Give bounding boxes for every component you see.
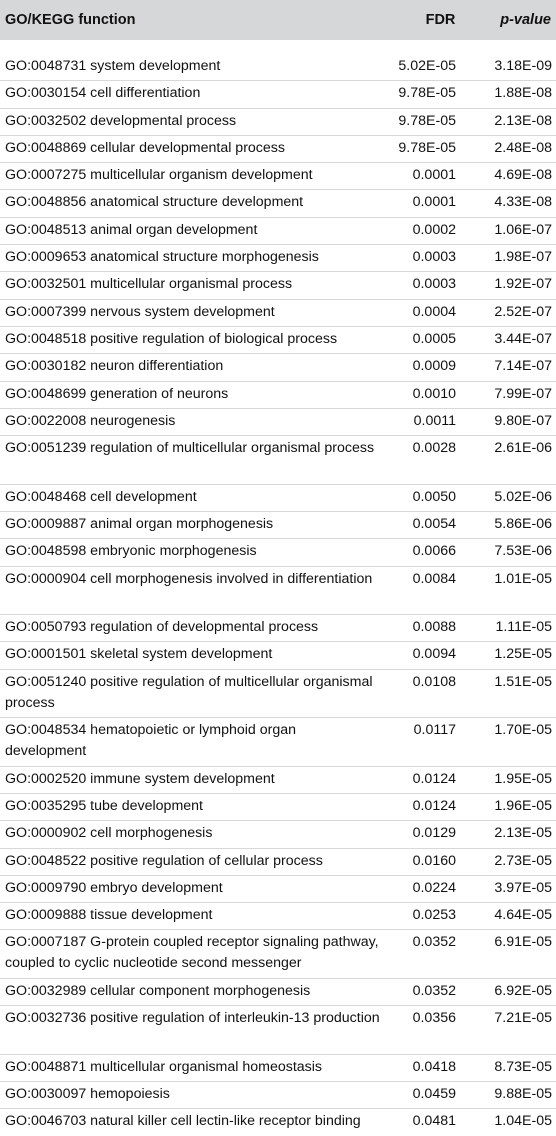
- cell-function: [0, 848, 386, 875]
- pvalue-value: 8.73E-05: [494, 1058, 552, 1075]
- pvalue-value: 2.52E-07: [494, 303, 552, 320]
- header-pvalue: [470, 0, 556, 41]
- function-text: GO:0007275 multicellular organism development: [5, 167, 313, 184]
- table-row: [0, 718, 556, 767]
- table-row: [0, 1054, 556, 1081]
- function-text: GO:0048534 hematopoietic or lymphoid organ development: [5, 722, 297, 760]
- function-text: GO:0000904 cell morphogenesis involved in differentiation: [5, 570, 373, 587]
- table-row: [0, 54, 556, 81]
- function-text: GO:0046703 natural killer cell lectin-like receptor binding: [5, 1113, 361, 1130]
- cell-pvalue: [470, 766, 556, 793]
- function-text: GO:0009653 anatomical structure morphogenesis: [5, 249, 319, 266]
- cell-pvalue: [470, 718, 556, 767]
- cell-pvalue: [470, 848, 556, 875]
- cell-fdr: [386, 1082, 470, 1109]
- cell-fdr: [386, 566, 470, 615]
- cell-pvalue: [470, 978, 556, 1005]
- cell-fdr: [386, 299, 470, 326]
- function-text: GO:0030154 cell differentiation: [5, 85, 201, 102]
- cell-pvalue: [470, 190, 556, 217]
- table-row: [0, 669, 556, 718]
- cell-fdr: [386, 1109, 470, 1136]
- cell-fdr: [386, 354, 470, 381]
- table-row: [0, 272, 556, 299]
- fdr-value: 0.0010: [412, 385, 456, 402]
- cell-pvalue: [470, 484, 556, 511]
- cell-function: [0, 436, 386, 485]
- function-text: GO:0048699 generation of neurons: [5, 385, 229, 402]
- fdr-value: 0.0094: [412, 646, 456, 663]
- cell-function: [0, 930, 386, 979]
- cell-function: [0, 766, 386, 793]
- function-text: GO:0050793 regulation of developmental process: [5, 619, 319, 636]
- pvalue-value: 3.97E-05: [494, 879, 552, 896]
- fdr-value: 0.0084: [412, 570, 456, 587]
- pvalue-value: 7.53E-06: [494, 543, 552, 560]
- cell-fdr: [386, 163, 470, 190]
- fdr-value: 0.0050: [412, 488, 456, 505]
- cell-pvalue: [470, 615, 556, 642]
- table-row: [0, 511, 556, 538]
- cell-function: [0, 245, 386, 272]
- pvalue-value: 4.69E-08: [494, 167, 552, 184]
- table-row: [0, 299, 556, 326]
- function-text: GO:0000902 cell morphogenesis: [5, 825, 213, 842]
- cell-pvalue: [470, 381, 556, 408]
- function-text: GO:0048731 system development: [5, 58, 221, 74]
- table-row: [0, 1006, 556, 1055]
- cell-pvalue: [470, 81, 556, 108]
- function-text: GO:0048522 positive regulation of cellular process: [5, 852, 323, 869]
- cell-function: [0, 669, 386, 718]
- pvalue-value: 9.80E-07: [494, 412, 552, 429]
- cell-fdr: [386, 875, 470, 902]
- pvalue-value: 1.96E-05: [494, 797, 552, 814]
- fdr-value: 0.0160: [412, 852, 456, 869]
- fdr-value: 5.02E-05: [398, 58, 456, 74]
- table-row: [0, 978, 556, 1005]
- cell-pvalue: [470, 135, 556, 162]
- cell-function: [0, 135, 386, 162]
- fdr-value: 0.0005: [412, 330, 456, 347]
- function-text: GO:0048518 positive regulation of biological process: [5, 330, 338, 347]
- header-spacer: [0, 41, 556, 55]
- cell-fdr: [386, 190, 470, 217]
- pvalue-value: 5.02E-06: [494, 488, 552, 505]
- cell-function: [0, 299, 386, 326]
- cell-pvalue: [470, 217, 556, 244]
- function-text: GO:0048871 multicellular organismal homeostasis: [5, 1058, 323, 1075]
- cell-function: [0, 1054, 386, 1081]
- cell-fdr: [386, 326, 470, 353]
- function-text: GO:0001501 skeletal system development: [5, 646, 273, 663]
- cell-fdr: [386, 272, 470, 299]
- pvalue-value: 4.33E-08: [494, 194, 552, 211]
- cell-fdr: [386, 108, 470, 135]
- function-text: GO:0032736 positive regulation of interleukin-13 production: [5, 1010, 380, 1027]
- table-row: [0, 930, 556, 979]
- fdr-value: 0.0253: [412, 907, 456, 924]
- pvalue-value: 1.25E-05: [494, 646, 552, 663]
- cell-pvalue: [470, 326, 556, 353]
- fdr-value: 0.0124: [412, 770, 456, 787]
- fdr-value: 0.0011: [413, 412, 456, 429]
- pvalue-value: 6.92E-05: [494, 982, 552, 999]
- cell-pvalue: [470, 1082, 556, 1109]
- cell-pvalue: [470, 875, 556, 902]
- fdr-value: 0.0002: [412, 221, 456, 238]
- pvalue-value: 7.99E-07: [494, 385, 552, 402]
- fdr-value: 0.0117: [413, 722, 456, 739]
- cell-function: [0, 484, 386, 511]
- fdr-value: 0.0352: [412, 934, 456, 951]
- cell-pvalue: [470, 903, 556, 930]
- table-row: [0, 326, 556, 353]
- cell-fdr: [386, 54, 470, 81]
- cell-pvalue: [470, 930, 556, 979]
- table-row: [0, 190, 556, 217]
- fdr-value: 9.78E-05: [398, 112, 456, 129]
- cell-function: [0, 978, 386, 1005]
- table-row: [0, 539, 556, 566]
- cell-fdr: [386, 81, 470, 108]
- fdr-value: 0.0001: [412, 194, 456, 211]
- pvalue-value: 1.04E-05: [494, 1113, 552, 1130]
- cell-fdr: [386, 718, 470, 767]
- cell-fdr: [386, 848, 470, 875]
- pvalue-value: 2.73E-05: [494, 852, 552, 869]
- cell-function: [0, 1082, 386, 1109]
- cell-fdr: [386, 1054, 470, 1081]
- table-row: [0, 615, 556, 642]
- cell-function: [0, 108, 386, 135]
- cell-pvalue: [470, 163, 556, 190]
- table-row: [0, 135, 556, 162]
- pvalue-value: 1.51E-05: [494, 673, 552, 690]
- fdr-value: 0.0054: [412, 515, 456, 532]
- cell-fdr: [386, 484, 470, 511]
- cell-pvalue: [470, 669, 556, 718]
- cell-fdr: [386, 245, 470, 272]
- table-row: [0, 875, 556, 902]
- table-row: [0, 217, 556, 244]
- table-row: [0, 245, 556, 272]
- table-row: [0, 848, 556, 875]
- cell-fdr: [386, 978, 470, 1005]
- fdr-value: 0.0003: [412, 249, 456, 266]
- table-row: [0, 821, 556, 848]
- fdr-value: 0.0124: [412, 797, 456, 814]
- fdr-value: 0.0418: [412, 1058, 456, 1075]
- fdr-value: 0.0459: [412, 1086, 456, 1103]
- table-row: [0, 108, 556, 135]
- function-text: GO:0048869 cellular developmental process: [5, 139, 285, 156]
- pvalue-value: 1.01E-05: [494, 570, 552, 587]
- function-text: GO:0009888 tissue development: [5, 907, 213, 924]
- fdr-value: 0.0066: [412, 543, 456, 560]
- pvalue-value: 3.44E-07: [494, 330, 552, 347]
- cell-function: [0, 190, 386, 217]
- cell-fdr: [386, 408, 470, 435]
- cell-fdr: [386, 669, 470, 718]
- cell-function: [0, 821, 386, 848]
- cell-pvalue: [470, 1054, 556, 1081]
- cell-fdr: [386, 539, 470, 566]
- function-text: GO:0048598 embryonic morphogenesis: [5, 543, 257, 560]
- cell-pvalue: [470, 408, 556, 435]
- cell-function: [0, 642, 386, 669]
- function-text: GO:0007187 G-protein coupled receptor signaling pathway, coupled to cyclic nucleotide second messenger: [5, 934, 379, 972]
- pvalue-value: 1.98E-07: [494, 249, 552, 266]
- cell-pvalue: [470, 793, 556, 820]
- function-text: GO:0009887 animal organ morphogenesis: [5, 515, 274, 532]
- pvalue-value: 1.70E-05: [494, 722, 552, 739]
- function-text: GO:0032502 developmental process: [5, 112, 237, 129]
- pvalue-value: 5.86E-06: [494, 515, 552, 532]
- pvalue-value: 4.64E-05: [494, 907, 552, 924]
- cell-pvalue: [470, 108, 556, 135]
- pvalue-value: 1.95E-05: [494, 770, 552, 787]
- table-row: [0, 1109, 556, 1136]
- table-row: [0, 1082, 556, 1109]
- pvalue-value: 1.11E-05: [495, 619, 552, 636]
- fdr-value: 0.0129: [412, 825, 456, 842]
- header-row: [0, 0, 556, 41]
- fdr-value: 0.0108: [412, 673, 456, 690]
- cell-function: [0, 903, 386, 930]
- cell-function: [0, 272, 386, 299]
- function-text: GO:0007399 nervous system development: [5, 303, 275, 320]
- cell-function: [0, 1006, 386, 1055]
- cell-fdr: [386, 217, 470, 244]
- header-pvalue-text: p-value: [500, 12, 551, 28]
- cell-pvalue: [470, 566, 556, 615]
- function-text: GO:0022008 neurogenesis: [5, 412, 176, 429]
- pvalue-value: 2.61E-06: [494, 440, 552, 457]
- function-text: GO:0051240 positive regulation of multicellular organismal process: [5, 673, 373, 711]
- table-row: [0, 793, 556, 820]
- cell-function: [0, 81, 386, 108]
- table-row: [0, 163, 556, 190]
- cell-function: [0, 163, 386, 190]
- cell-pvalue: [470, 54, 556, 81]
- cell-function: [0, 217, 386, 244]
- pvalue-value: 2.13E-05: [494, 825, 552, 842]
- fdr-value: 0.0352: [412, 982, 456, 999]
- cell-pvalue: [470, 642, 556, 669]
- cell-fdr: [386, 135, 470, 162]
- table-body: [0, 41, 556, 1136]
- table-row: [0, 566, 556, 615]
- function-text: GO:0030097 hemopoiesis: [5, 1086, 170, 1103]
- table-row: [0, 81, 556, 108]
- function-text: GO:0032989 cellular component morphogenesis: [5, 982, 311, 999]
- fdr-value: 0.0481: [412, 1113, 456, 1130]
- pvalue-value: 7.21E-05: [494, 1010, 552, 1027]
- table-row: [0, 408, 556, 435]
- cell-function: [0, 539, 386, 566]
- fdr-value: 0.0001: [412, 167, 456, 184]
- cell-function: [0, 511, 386, 538]
- cell-function: [0, 408, 386, 435]
- pvalue-value: 1.06E-07: [494, 221, 552, 238]
- function-text: GO:0002520 immune system development: [5, 770, 275, 787]
- fdr-value: 9.78E-05: [398, 139, 456, 156]
- cell-fdr: [386, 821, 470, 848]
- function-text: GO:0032501 multicellular organismal process: [5, 276, 293, 293]
- cell-pvalue: [470, 1109, 556, 1136]
- pvalue-value: 1.92E-07: [494, 276, 552, 293]
- function-text: GO:0048468 cell development: [5, 488, 197, 505]
- fdr-value: 0.0009: [412, 358, 456, 375]
- cell-fdr: [386, 1006, 470, 1055]
- cell-fdr: [386, 642, 470, 669]
- cell-function: [0, 875, 386, 902]
- cell-fdr: [386, 381, 470, 408]
- pvalue-value: 2.13E-08: [494, 112, 552, 129]
- pvalue-value: 9.88E-05: [494, 1086, 552, 1103]
- cell-function: [0, 615, 386, 642]
- table-row: [0, 484, 556, 511]
- function-text: GO:0035295 tube development: [5, 797, 203, 814]
- function-text: GO:0048513 animal organ development: [5, 221, 258, 238]
- cell-fdr: [386, 511, 470, 538]
- pvalue-value: 2.48E-08: [494, 139, 552, 156]
- cell-pvalue: [470, 1006, 556, 1055]
- fdr-value: 0.0088: [412, 619, 456, 636]
- header-fdr: FDR: [386, 0, 470, 41]
- table-header: [0, 0, 556, 41]
- function-text: GO:0030182 neuron differentiation: [5, 358, 224, 375]
- cell-function: [0, 1109, 386, 1136]
- pvalue-value: 1.88E-08: [494, 85, 552, 102]
- fdr-value: 9.78E-05: [398, 85, 456, 102]
- fdr-value: 0.0003: [412, 276, 456, 293]
- pvalue-value: 6.91E-05: [494, 934, 552, 951]
- cell-function: [0, 793, 386, 820]
- table-row: [0, 436, 556, 485]
- cell-fdr: [386, 766, 470, 793]
- function-text: GO:0009790 embryo development: [5, 879, 223, 896]
- cell-function: [0, 381, 386, 408]
- table-row: [0, 354, 556, 381]
- table-row: [0, 903, 556, 930]
- pvalue-value: 7.14E-07: [494, 358, 552, 375]
- header-function: GO/KEGG function: [0, 0, 386, 41]
- table-row: [0, 381, 556, 408]
- cell-pvalue: [470, 272, 556, 299]
- function-text: GO:0048856 anatomical structure development: [5, 194, 304, 211]
- cell-fdr: [386, 615, 470, 642]
- cell-fdr: [386, 793, 470, 820]
- cell-pvalue: [470, 436, 556, 485]
- header-spacer-cell: [0, 41, 556, 55]
- table-row: [0, 766, 556, 793]
- cell-function: [0, 718, 386, 767]
- fdr-value: 0.0028: [412, 440, 456, 457]
- cell-function: [0, 326, 386, 353]
- cell-function: [0, 566, 386, 615]
- pvalue-value: 3.18E-09: [494, 58, 552, 74]
- cell-function: [0, 354, 386, 381]
- cell-pvalue: [470, 539, 556, 566]
- cell-pvalue: [470, 511, 556, 538]
- fdr-value: 0.0356: [412, 1010, 456, 1027]
- cell-pvalue: [470, 299, 556, 326]
- cell-function: [0, 54, 386, 81]
- cell-pvalue: [470, 245, 556, 272]
- cell-fdr: [386, 930, 470, 979]
- cell-fdr: [386, 436, 470, 485]
- fdr-value: 0.0224: [412, 879, 456, 896]
- cell-fdr: [386, 903, 470, 930]
- fdr-value: 0.0004: [412, 303, 456, 320]
- table-row: [0, 642, 556, 669]
- cell-pvalue: [470, 821, 556, 848]
- function-text: GO:0051239 regulation of multicellular organismal process: [5, 440, 375, 457]
- cell-pvalue: [470, 354, 556, 381]
